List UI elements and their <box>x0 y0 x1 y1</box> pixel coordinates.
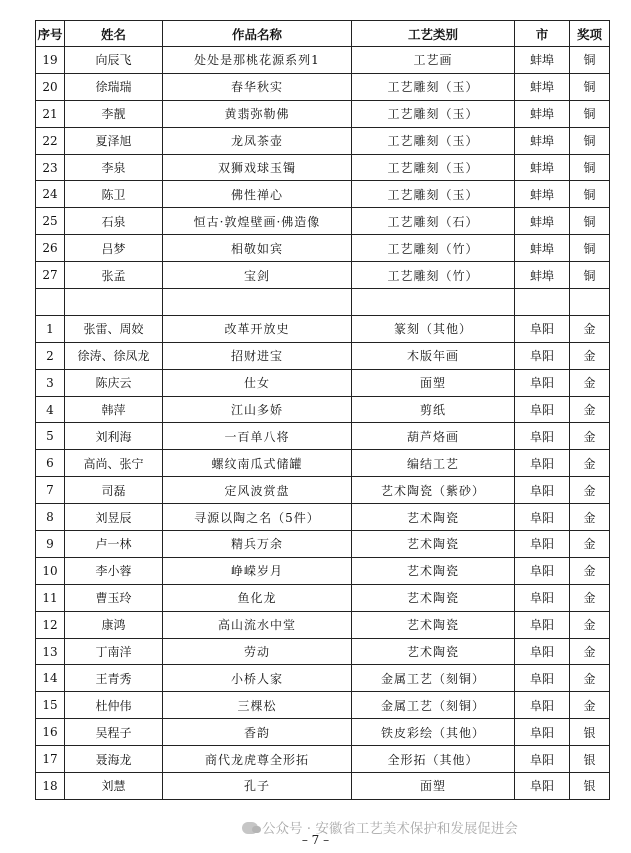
cell-work: 黄翡弥勒佛 <box>163 100 352 127</box>
cell-no: 3 <box>36 369 65 396</box>
page-number: – 7 – <box>301 833 330 847</box>
cell-award: 铜 <box>570 235 610 262</box>
cell-city: 阜阳 <box>515 504 570 531</box>
cell-category: 铁皮彩绘（其他） <box>352 719 515 746</box>
cell-category: 艺术陶瓷 <box>352 504 515 531</box>
table-row <box>36 262 610 289</box>
cell-award: 铜 <box>570 154 610 181</box>
table-row <box>36 719 610 746</box>
cell-name: 曹玉玲 <box>65 584 163 611</box>
cell-award: 铜 <box>570 73 610 100</box>
cell-name: 李泉 <box>65 154 163 181</box>
cell-no: 16 <box>36 719 65 746</box>
cell-award: 金 <box>570 423 610 450</box>
cell-city <box>515 289 570 316</box>
cell-no: 23 <box>36 154 65 181</box>
cell-award: 银 <box>570 746 610 773</box>
cell-no: 5 <box>36 423 65 450</box>
cell-work: 鱼化龙 <box>163 584 352 611</box>
cell-name: 石泉 <box>65 208 163 235</box>
cell-category: 艺术陶瓷 <box>352 638 515 665</box>
cell-category: 工艺画 <box>352 47 515 74</box>
cell-work: 春华秋实 <box>163 73 352 100</box>
cell-category <box>352 289 515 316</box>
cell-category: 篆刻（其他） <box>352 315 515 342</box>
cell-city: 阜阳 <box>515 665 570 692</box>
cell-category: 工艺雕刻（竹） <box>352 235 515 262</box>
cell-award: 银 <box>570 719 610 746</box>
cell-city: 阜阳 <box>515 638 570 665</box>
table-row <box>36 746 610 773</box>
cell-name: 丁南洋 <box>65 638 163 665</box>
cell-category: 艺术陶瓷 <box>352 557 515 584</box>
cell-work: 佛性禅心 <box>163 181 352 208</box>
cell-category: 工艺雕刻（玉） <box>352 100 515 127</box>
cell-award: 铜 <box>570 100 610 127</box>
cell-city: 阜阳 <box>515 584 570 611</box>
table-row <box>36 557 610 584</box>
cell-name: 夏泽旭 <box>65 127 163 154</box>
cell-city: 蚌埠 <box>515 208 570 235</box>
cell-work: 峥嵘岁月 <box>163 557 352 584</box>
cell-work: 定风波赏盘 <box>163 477 352 504</box>
cell-name: 李靓 <box>65 100 163 127</box>
cell-work: 寻源以陶之名（5件） <box>163 504 352 531</box>
cell-award: 金 <box>570 504 610 531</box>
cell-no: 24 <box>36 181 65 208</box>
table-row <box>36 773 610 800</box>
cell-no: 11 <box>36 584 65 611</box>
cell-category: 工艺雕刻（玉） <box>352 127 515 154</box>
cell-work: 孔子 <box>163 773 352 800</box>
cell-no: 8 <box>36 504 65 531</box>
cell-name: 陈卫 <box>65 181 163 208</box>
cell-award: 金 <box>570 611 610 638</box>
cell-city: 蚌埠 <box>515 181 570 208</box>
cell-award: 铜 <box>570 127 610 154</box>
cell-no: 2 <box>36 342 65 369</box>
cell-work: 招财进宝 <box>163 342 352 369</box>
cell-city: 阜阳 <box>515 342 570 369</box>
table-row <box>36 665 610 692</box>
cell-name: 司磊 <box>65 477 163 504</box>
header-city: 市 <box>515 21 570 47</box>
cell-no: 21 <box>36 100 65 127</box>
cell-award: 金 <box>570 369 610 396</box>
cell-no: 15 <box>36 692 65 719</box>
cell-city: 蚌埠 <box>515 154 570 181</box>
cell-city: 阜阳 <box>515 531 570 558</box>
cell-category: 面塑 <box>352 773 515 800</box>
cell-name <box>65 289 163 316</box>
cell-name: 张孟 <box>65 262 163 289</box>
cell-award: 铜 <box>570 208 610 235</box>
cell-city: 阜阳 <box>515 477 570 504</box>
watermark-text: 公众号 · 安徽省工艺美术保护和发展促进会 <box>262 821 518 837</box>
table-row <box>36 181 610 208</box>
header-award: 奖项 <box>570 21 610 47</box>
table-row <box>36 584 610 611</box>
cell-city: 阜阳 <box>515 423 570 450</box>
cell-award: 金 <box>570 477 610 504</box>
cell-category: 金属工艺（刻铜） <box>352 692 515 719</box>
cell-category: 编结工艺 <box>352 450 515 477</box>
cell-no: 6 <box>36 450 65 477</box>
cell-no: 18 <box>36 773 65 800</box>
cell-city: 蚌埠 <box>515 47 570 74</box>
cell-work: 处处是那桃花源系列1 <box>163 47 352 74</box>
table-body <box>36 47 610 800</box>
cell-category: 工艺雕刻（玉） <box>352 73 515 100</box>
cell-city: 蚌埠 <box>515 235 570 262</box>
cell-work: 相敬如宾 <box>163 235 352 262</box>
cell-city: 阜阳 <box>515 315 570 342</box>
cell-work <box>163 289 352 316</box>
awards-table <box>35 20 610 800</box>
table-row <box>36 208 610 235</box>
cell-name: 刘利海 <box>65 423 163 450</box>
cell-no <box>36 289 65 316</box>
cell-no: 20 <box>36 73 65 100</box>
cell-city: 阜阳 <box>515 450 570 477</box>
cell-work: 双狮戏球玉镯 <box>163 154 352 181</box>
cell-award: 铜 <box>570 181 610 208</box>
table-row <box>36 396 610 423</box>
table-row <box>36 450 610 477</box>
cell-name: 李小蓉 <box>65 557 163 584</box>
cell-work: 仕女 <box>163 369 352 396</box>
table-row <box>36 638 610 665</box>
table-row <box>36 369 610 396</box>
cell-city: 阜阳 <box>515 369 570 396</box>
cell-award: 金 <box>570 692 610 719</box>
table-row <box>36 315 610 342</box>
cell-city: 阜阳 <box>515 773 570 800</box>
table-row <box>36 692 610 719</box>
cell-name: 聂海龙 <box>65 746 163 773</box>
cell-award: 金 <box>570 396 610 423</box>
cell-category: 剪纸 <box>352 396 515 423</box>
cell-city: 蚌埠 <box>515 262 570 289</box>
cell-city: 阜阳 <box>515 611 570 638</box>
cell-name: 向辰飞 <box>65 47 163 74</box>
cell-category: 工艺雕刻（玉） <box>352 181 515 208</box>
table-row <box>36 342 610 369</box>
cell-category: 面塑 <box>352 369 515 396</box>
cell-work: 商代龙虎尊全形拓 <box>163 746 352 773</box>
cell-work: 精兵万余 <box>163 531 352 558</box>
header-name: 姓名 <box>65 21 163 47</box>
cell-city: 阜阳 <box>515 719 570 746</box>
table-row <box>36 47 610 74</box>
cell-name: 吕梦 <box>65 235 163 262</box>
table-row <box>36 423 610 450</box>
header-category: 工艺类别 <box>352 21 515 47</box>
cell-no: 25 <box>36 208 65 235</box>
cell-work: 江山多娇 <box>163 396 352 423</box>
cell-no: 1 <box>36 315 65 342</box>
cell-award: 金 <box>570 557 610 584</box>
header-row <box>36 21 610 47</box>
cell-no: 26 <box>36 235 65 262</box>
cell-award: 铜 <box>570 47 610 74</box>
cell-name: 韩萍 <box>65 396 163 423</box>
cell-city: 蚌埠 <box>515 100 570 127</box>
cell-award <box>570 289 610 316</box>
cell-work: 小桥人家 <box>163 665 352 692</box>
cell-work: 恒古·敦煌壁画·佛造像 <box>163 208 352 235</box>
cell-work: 三棵松 <box>163 692 352 719</box>
cell-no: 7 <box>36 477 65 504</box>
table-row <box>36 611 610 638</box>
cell-category: 艺术陶瓷 <box>352 584 515 611</box>
header-no: 序号 <box>36 21 65 47</box>
cell-award: 金 <box>570 450 610 477</box>
cell-no: 10 <box>36 557 65 584</box>
cell-no: 12 <box>36 611 65 638</box>
cell-award: 铜 <box>570 262 610 289</box>
cell-category: 工艺雕刻（竹） <box>352 262 515 289</box>
cell-work: 龙凤茶壶 <box>163 127 352 154</box>
cell-no: 13 <box>36 638 65 665</box>
table-row <box>36 73 610 100</box>
cell-name: 吴程子 <box>65 719 163 746</box>
cell-work: 劳动 <box>163 638 352 665</box>
cell-work: 香韵 <box>163 719 352 746</box>
cell-category: 全形拓（其他） <box>352 746 515 773</box>
cell-city: 阜阳 <box>515 557 570 584</box>
cell-award: 金 <box>570 342 610 369</box>
cell-name: 徐瑞瑞 <box>65 73 163 100</box>
cell-no: 22 <box>36 127 65 154</box>
cell-name: 杜仲伟 <box>65 692 163 719</box>
cell-award: 金 <box>570 638 610 665</box>
table-row <box>36 235 610 262</box>
cell-no: 17 <box>36 746 65 773</box>
cell-city: 阜阳 <box>515 396 570 423</box>
cell-award: 金 <box>570 315 610 342</box>
cell-city: 阜阳 <box>515 692 570 719</box>
table-row <box>36 127 610 154</box>
table-row <box>36 154 610 181</box>
cell-category: 艺术陶瓷 <box>352 611 515 638</box>
cell-category: 艺术陶瓷（紫砂） <box>352 477 515 504</box>
cell-category: 木版年画 <box>352 342 515 369</box>
cell-name: 刘慧 <box>65 773 163 800</box>
cell-name: 王青秀 <box>65 665 163 692</box>
cell-name: 张雷、周姣 <box>65 315 163 342</box>
cell-award: 金 <box>570 531 610 558</box>
cell-category: 金属工艺（刻铜） <box>352 665 515 692</box>
table-row <box>36 100 610 127</box>
cell-name: 康鸿 <box>65 611 163 638</box>
cell-category: 工艺雕刻（玉） <box>352 154 515 181</box>
cell-work: 宝剑 <box>163 262 352 289</box>
header-work: 作品名称 <box>163 21 352 47</box>
cell-no: 27 <box>36 262 65 289</box>
cell-city: 蚌埠 <box>515 127 570 154</box>
cell-name: 刘昱辰 <box>65 504 163 531</box>
table-row <box>36 504 610 531</box>
cell-name: 陈庆云 <box>65 369 163 396</box>
cell-category: 艺术陶瓷 <box>352 531 515 558</box>
cell-name: 卢一林 <box>65 531 163 558</box>
cell-category: 工艺雕刻（石） <box>352 208 515 235</box>
cell-award: 金 <box>570 665 610 692</box>
table-row <box>36 531 610 558</box>
cell-name: 高尚、张宁 <box>65 450 163 477</box>
cell-name: 徐涛、徐凤龙 <box>65 342 163 369</box>
cell-category: 葫芦烙画 <box>352 423 515 450</box>
cell-award: 金 <box>570 584 610 611</box>
cell-city: 蚌埠 <box>515 73 570 100</box>
cell-work: 改革开放史 <box>163 315 352 342</box>
cell-award: 银 <box>570 773 610 800</box>
cell-work: 一百单八将 <box>163 423 352 450</box>
cell-no: 9 <box>36 531 65 558</box>
cell-no: 4 <box>36 396 65 423</box>
cell-no: 14 <box>36 665 65 692</box>
cell-work: 高山流水中堂 <box>163 611 352 638</box>
table-row <box>36 477 610 504</box>
cell-city: 阜阳 <box>515 746 570 773</box>
table-row <box>36 289 610 316</box>
cell-no: 19 <box>36 47 65 74</box>
cell-work: 螺纹南瓜式储罐 <box>163 450 352 477</box>
